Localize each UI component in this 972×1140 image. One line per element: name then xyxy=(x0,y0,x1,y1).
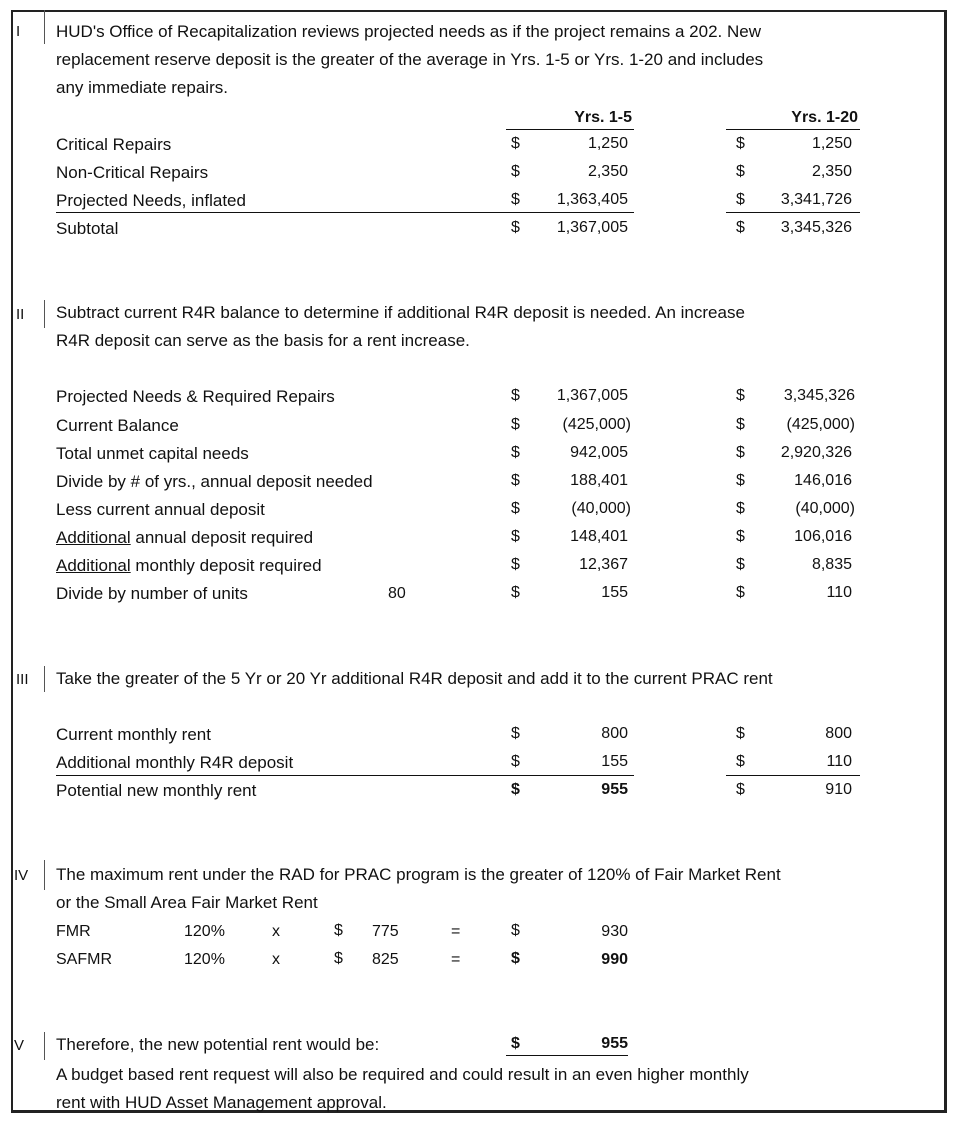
row-label: Critical Repairs xyxy=(56,135,172,154)
currency-symbol: $ xyxy=(736,135,745,152)
currency-symbol: $ xyxy=(736,444,745,461)
currency-symbol: $ xyxy=(736,781,745,798)
section-text: Subtract current R4R balance to determine if additional R4R deposit is needed. An increase xyxy=(56,303,745,322)
currency-symbol: $ xyxy=(511,416,520,433)
currency-symbol: $ xyxy=(511,922,520,939)
section-divider-iii xyxy=(44,666,45,692)
unit-count: 80 xyxy=(388,585,406,602)
row-label: Divide by # of yrs., annual deposit needed xyxy=(56,472,373,491)
value-yrs-1-20: (40,000) xyxy=(795,500,855,517)
rent-type-label: SAFMR xyxy=(56,951,112,968)
row-label: Projected Needs & Required Repairs xyxy=(56,387,335,406)
section-numeral: V xyxy=(14,1037,25,1054)
currency-symbol: $ xyxy=(511,191,520,208)
value-yrs-1-20: 110 xyxy=(826,584,852,601)
currency-symbol: $ xyxy=(511,584,520,601)
label-rest: annual deposit required xyxy=(130,528,314,547)
value-yrs-1-20: 8,835 xyxy=(811,556,852,573)
row-label: Non-Critical Repairs xyxy=(56,163,209,182)
section-text: any immediate repairs. xyxy=(56,78,228,97)
currency-symbol: $ xyxy=(736,528,745,545)
row-label: Divide by number of units xyxy=(56,584,248,603)
currency-symbol: $ xyxy=(511,219,520,236)
section-text: Take the greater of the 5 Yr or 20 Yr additional R4R deposit and add it to the current PRAC rent xyxy=(56,669,773,688)
section-text: A budget based rent request will also be required and could result in an even higher monthly xyxy=(56,1065,749,1084)
value-yrs-1-5: 1,250 xyxy=(587,135,628,152)
currency-symbol: $ xyxy=(511,753,520,770)
value-yrs-1-20: 3,341,726 xyxy=(780,191,852,208)
currency-symbol: $ xyxy=(736,753,745,770)
value-yrs-1-5: 148,401 xyxy=(570,528,628,545)
section-divider-ii xyxy=(44,300,45,328)
section-numeral: I xyxy=(16,23,21,40)
currency-symbol: $ xyxy=(736,556,745,573)
value-yrs-1-5: 1,367,005 xyxy=(556,219,628,236)
currency-symbol: $ xyxy=(511,163,520,180)
currency-symbol: $ xyxy=(511,725,520,742)
value-yrs-1-20: 2,920,326 xyxy=(780,444,852,461)
value-yrs-1-20: 106,016 xyxy=(794,528,852,545)
section-divider-iv xyxy=(44,860,45,890)
row-label: Subtotal xyxy=(56,219,119,238)
section-divider-v xyxy=(44,1032,45,1060)
header-underline xyxy=(506,129,634,130)
currency-symbol: $ xyxy=(736,416,745,433)
currency-symbol: $ xyxy=(511,781,520,798)
value-yrs-1-5: (40,000) xyxy=(571,500,631,517)
section-text: HUD's Office of Recapitalization reviews projected needs as if the project remains a 202. New xyxy=(56,22,761,41)
section-text: R4R deposit can serve as the basis for a rent increase. xyxy=(56,331,470,350)
max-rent: 930 xyxy=(601,923,628,940)
currency-symbol: $ xyxy=(736,163,745,180)
section-numeral: II xyxy=(16,306,25,323)
currency-symbol: $ xyxy=(736,191,745,208)
value-yrs-1-20: 910 xyxy=(825,781,852,798)
currency-symbol: $ xyxy=(736,219,745,236)
value-yrs-1-20: 1,250 xyxy=(811,135,852,152)
row-label: Total unmet capital needs xyxy=(56,444,249,463)
value-yrs-1-5: 942,005 xyxy=(570,444,628,461)
percent: 120% xyxy=(184,923,225,940)
column-header: Yrs. 1-20 xyxy=(791,109,858,126)
value-yrs-1-20: 800 xyxy=(825,725,852,742)
currency-symbol: $ xyxy=(334,922,343,939)
currency-symbol: $ xyxy=(736,500,745,517)
base-rent: 775 xyxy=(372,923,399,940)
value-yrs-1-20: 3,345,326 xyxy=(780,219,852,236)
column-header: Yrs. 1-5 xyxy=(574,109,632,126)
row-label xyxy=(56,528,313,548)
section-numeral: IV xyxy=(14,867,29,884)
value-yrs-1-20: 2,350 xyxy=(811,163,852,180)
value-yrs-1-5: 1,367,005 xyxy=(556,387,628,404)
header-underline xyxy=(726,129,860,130)
row-label: Additional monthly R4R deposit xyxy=(56,753,294,772)
value-yrs-1-20: (425,000) xyxy=(786,416,855,433)
value-yrs-1-5: 955 xyxy=(601,781,628,798)
value-yrs-1-5: 2,350 xyxy=(587,163,628,180)
section-text: rent with HUD Asset Management approval. xyxy=(56,1093,387,1112)
percent: 120% xyxy=(184,951,225,968)
currency-symbol: $ xyxy=(511,500,520,517)
row-label: Potential new monthly rent xyxy=(56,781,257,800)
equals-sign: = xyxy=(451,951,461,968)
conclusion-text: Therefore, the new potential rent would be: xyxy=(56,1035,380,1054)
row-label: Less current annual deposit xyxy=(56,500,265,519)
section-divider-i xyxy=(44,10,45,44)
currency-symbol: $ xyxy=(511,1035,520,1052)
equals-sign: = xyxy=(451,923,461,940)
total-rule xyxy=(726,775,860,776)
value-yrs-1-5: 155 xyxy=(601,584,628,601)
row-label xyxy=(56,556,322,576)
row-label: Projected Needs, inflated xyxy=(56,191,246,210)
label-emphasis: Additional xyxy=(56,556,131,575)
currency-symbol: $ xyxy=(736,472,745,489)
currency-symbol: $ xyxy=(511,387,520,404)
currency-symbol: $ xyxy=(736,584,745,601)
total-rule xyxy=(56,212,634,213)
label-emphasis: Additional xyxy=(56,528,131,547)
currency-symbol: $ xyxy=(736,387,745,404)
section-numeral: III xyxy=(16,671,29,688)
result-underline xyxy=(506,1055,628,1056)
currency-symbol: $ xyxy=(511,528,520,545)
value-yrs-1-20: 110 xyxy=(826,753,852,770)
row-label: Current monthly rent xyxy=(56,725,211,744)
value-yrs-1-5: (425,000) xyxy=(562,416,631,433)
value-yrs-1-5: 155 xyxy=(601,753,628,770)
currency-symbol: $ xyxy=(334,950,343,967)
row-label: Current Balance xyxy=(56,416,179,435)
currency-symbol: $ xyxy=(511,556,520,573)
value-yrs-1-5: 12,367 xyxy=(579,556,628,573)
currency-symbol: $ xyxy=(511,135,520,152)
times-sign: x xyxy=(272,923,280,940)
times-sign: x xyxy=(272,951,280,968)
currency-symbol: $ xyxy=(736,725,745,742)
value-yrs-1-5: 800 xyxy=(601,725,628,742)
currency-symbol: $ xyxy=(511,472,520,489)
max-rent: 990 xyxy=(601,951,628,968)
section-text: or the Small Area Fair Market Rent xyxy=(56,893,318,912)
value-yrs-1-5: 1,363,405 xyxy=(556,191,628,208)
rent-type-label: FMR xyxy=(56,923,91,940)
value-yrs-1-5: 188,401 xyxy=(570,472,628,489)
total-rule xyxy=(56,775,634,776)
currency-symbol: $ xyxy=(511,950,520,967)
label-rest: monthly deposit required xyxy=(130,556,322,575)
section-text: The maximum rent under the RAD for PRAC program is the greater of 120% of Fair Market Rent xyxy=(56,865,781,884)
total-rule xyxy=(726,212,860,213)
value-yrs-1-20: 146,016 xyxy=(794,472,852,489)
new-potential-rent: 955 xyxy=(601,1035,628,1052)
section-text: replacement reserve deposit is the greater of the average in Yrs. 1-5 or Yrs. 1-20 and includes xyxy=(56,50,764,69)
base-rent: 825 xyxy=(372,951,399,968)
value-yrs-1-20: 3,345,326 xyxy=(783,387,855,404)
currency-symbol: $ xyxy=(511,444,520,461)
